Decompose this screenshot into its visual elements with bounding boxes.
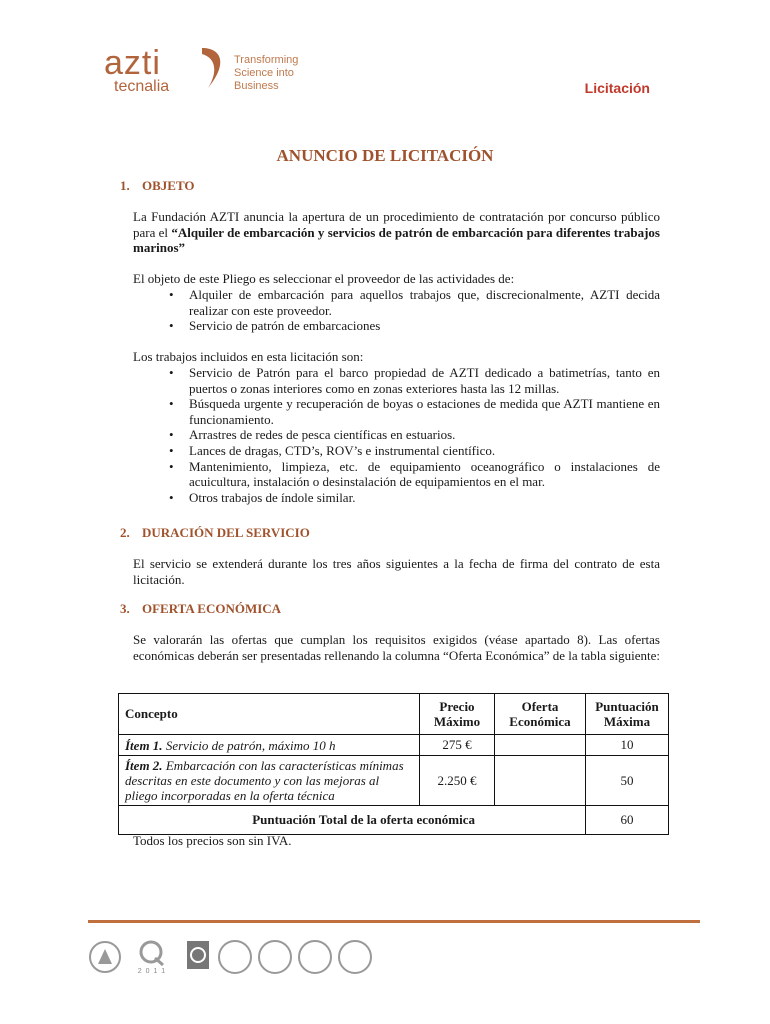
tagline-line: Science into xyxy=(234,67,294,79)
logo-wordmark: azti xyxy=(104,44,161,82)
item-label: Ítem 1. xyxy=(125,737,163,753)
header-puntuacion: Puntuación Máxima xyxy=(586,694,669,735)
objeto-intro xyxy=(133,209,660,256)
header-precio: Precio Máximo xyxy=(420,694,495,735)
footer-rule xyxy=(88,920,700,923)
list-item: • Lances de dragas, CTD’s, ROV’s e instrumental científico. xyxy=(133,443,660,459)
works-intro: Los trabajos incluidos en esta licitación son: xyxy=(133,349,364,364)
section-number: 3. xyxy=(120,601,130,616)
works-list xyxy=(133,365,660,505)
header-concepto: Concepto xyxy=(119,694,420,735)
item-text: Embarcación con las características mínimas descritas en este documento y con las mejoras al pliego incorporadas en la oferta técnica xyxy=(125,758,404,803)
score-cell: 50 xyxy=(586,756,669,806)
price-cell: 2.250 € xyxy=(420,756,495,806)
section-number: 2. xyxy=(120,525,130,540)
list-item: • Alquiler de embarcación para aquellos trabajos que, discrecionalmente, AZTI decida realizar con este proveedor. xyxy=(133,287,660,318)
intro-text: La Fundación AZTI anuncia la apertura de un procedimiento de contratación por concurso público para el xyxy=(133,209,660,240)
header-label: Licitación xyxy=(584,80,650,96)
objective-intro: El objeto de este Pliego es seleccionar el proveedor de las actividades de: xyxy=(133,271,515,286)
offer-cell[interactable] xyxy=(495,756,586,806)
cert-year: 2 0 1 1 xyxy=(137,968,167,975)
table-row xyxy=(119,735,669,756)
table-total-row xyxy=(119,806,669,835)
section-heading-oferta xyxy=(120,601,281,617)
tagline-line: Transforming xyxy=(234,54,299,66)
table-row xyxy=(119,756,669,806)
offer-cell[interactable] xyxy=(495,735,586,756)
azti-logo xyxy=(100,40,330,100)
concept-cell xyxy=(119,735,420,756)
contract-name: “Alquiler de embarcación y servicios de patrón de embarcación para diferentes trabajos marinos” xyxy=(133,224,660,256)
logo-subbrand: tecnalia xyxy=(114,78,170,95)
duracion-text: El servicio se extenderá durante los tres años siguientes a la fecha de firma del contrato de esta licitación. xyxy=(133,556,660,587)
list-item: • Otros trabajos de índole similar. xyxy=(133,490,660,506)
seal-icon xyxy=(186,940,210,970)
section-heading-duracion xyxy=(120,525,310,541)
item-label: Ítem 2. xyxy=(125,758,163,773)
section-heading-objeto xyxy=(120,178,195,194)
list-item: • Búsqueda urgente y recuperación de boyas o estaciones de medida que AZTI mantiene en funcionamiento. xyxy=(133,396,660,427)
price-cell: 275 € xyxy=(420,735,495,756)
total-score: 60 xyxy=(586,806,669,835)
q-quality-icon xyxy=(136,940,166,966)
objective-list xyxy=(133,287,660,334)
tagline-line: Business xyxy=(234,80,279,92)
list-item: • Servicio de Patrón para el barco propiedad de AZTI dedicado a batimetrías, tanto en puertos o zonas interiores como en zonas exteriores hasta las 12 millas. xyxy=(133,365,660,396)
concept-cell xyxy=(119,756,420,806)
list-item: • Arrastres de redes de pesca científicas en estuarios. xyxy=(133,427,660,443)
section-number: 1. xyxy=(120,178,130,193)
section-title: OFERTA ECONÓMICA xyxy=(142,601,282,616)
document-title: ANUNCIO DE LICITACIÓN xyxy=(276,146,494,165)
list-item: • Servicio de patrón de embarcaciones xyxy=(133,318,660,334)
table-header-row xyxy=(119,694,669,735)
vat-note: Todos los precios son sin IVA. xyxy=(133,833,292,848)
price-table xyxy=(118,693,669,835)
section-title: DURACIÓN DEL SERVICIO xyxy=(142,525,310,540)
section-title: OBJETO xyxy=(142,178,195,193)
certification-icon xyxy=(258,940,292,974)
certification-icon xyxy=(218,940,252,974)
logo-swoosh-icon xyxy=(196,44,232,92)
list-item: • Mantenimiento, limpieza, etc. de equipamiento oceanográfico o instalaciones de acuicultura, instalación o desinstalación de equipamientos en el mar. xyxy=(133,459,660,490)
score-cell: 10 xyxy=(586,735,669,756)
total-label: Puntuación Total de la oferta económica xyxy=(119,806,586,835)
oferta-text: Se valorarán las ofertas que cumplan los requisitos exigidos (véase apartado 8). Las ofertas económicas deberán ser presentadas rellenando la columna “Oferta Económica” de la tabla siguiente: xyxy=(133,632,660,663)
certification-icon xyxy=(298,940,332,974)
logo-tagline xyxy=(234,54,298,93)
item-text: Servicio de patrón, máximo 10 h xyxy=(162,737,336,753)
quality-award-icon xyxy=(88,940,122,974)
certification-icon xyxy=(338,940,372,974)
header-oferta: Oferta Económica xyxy=(495,694,586,735)
